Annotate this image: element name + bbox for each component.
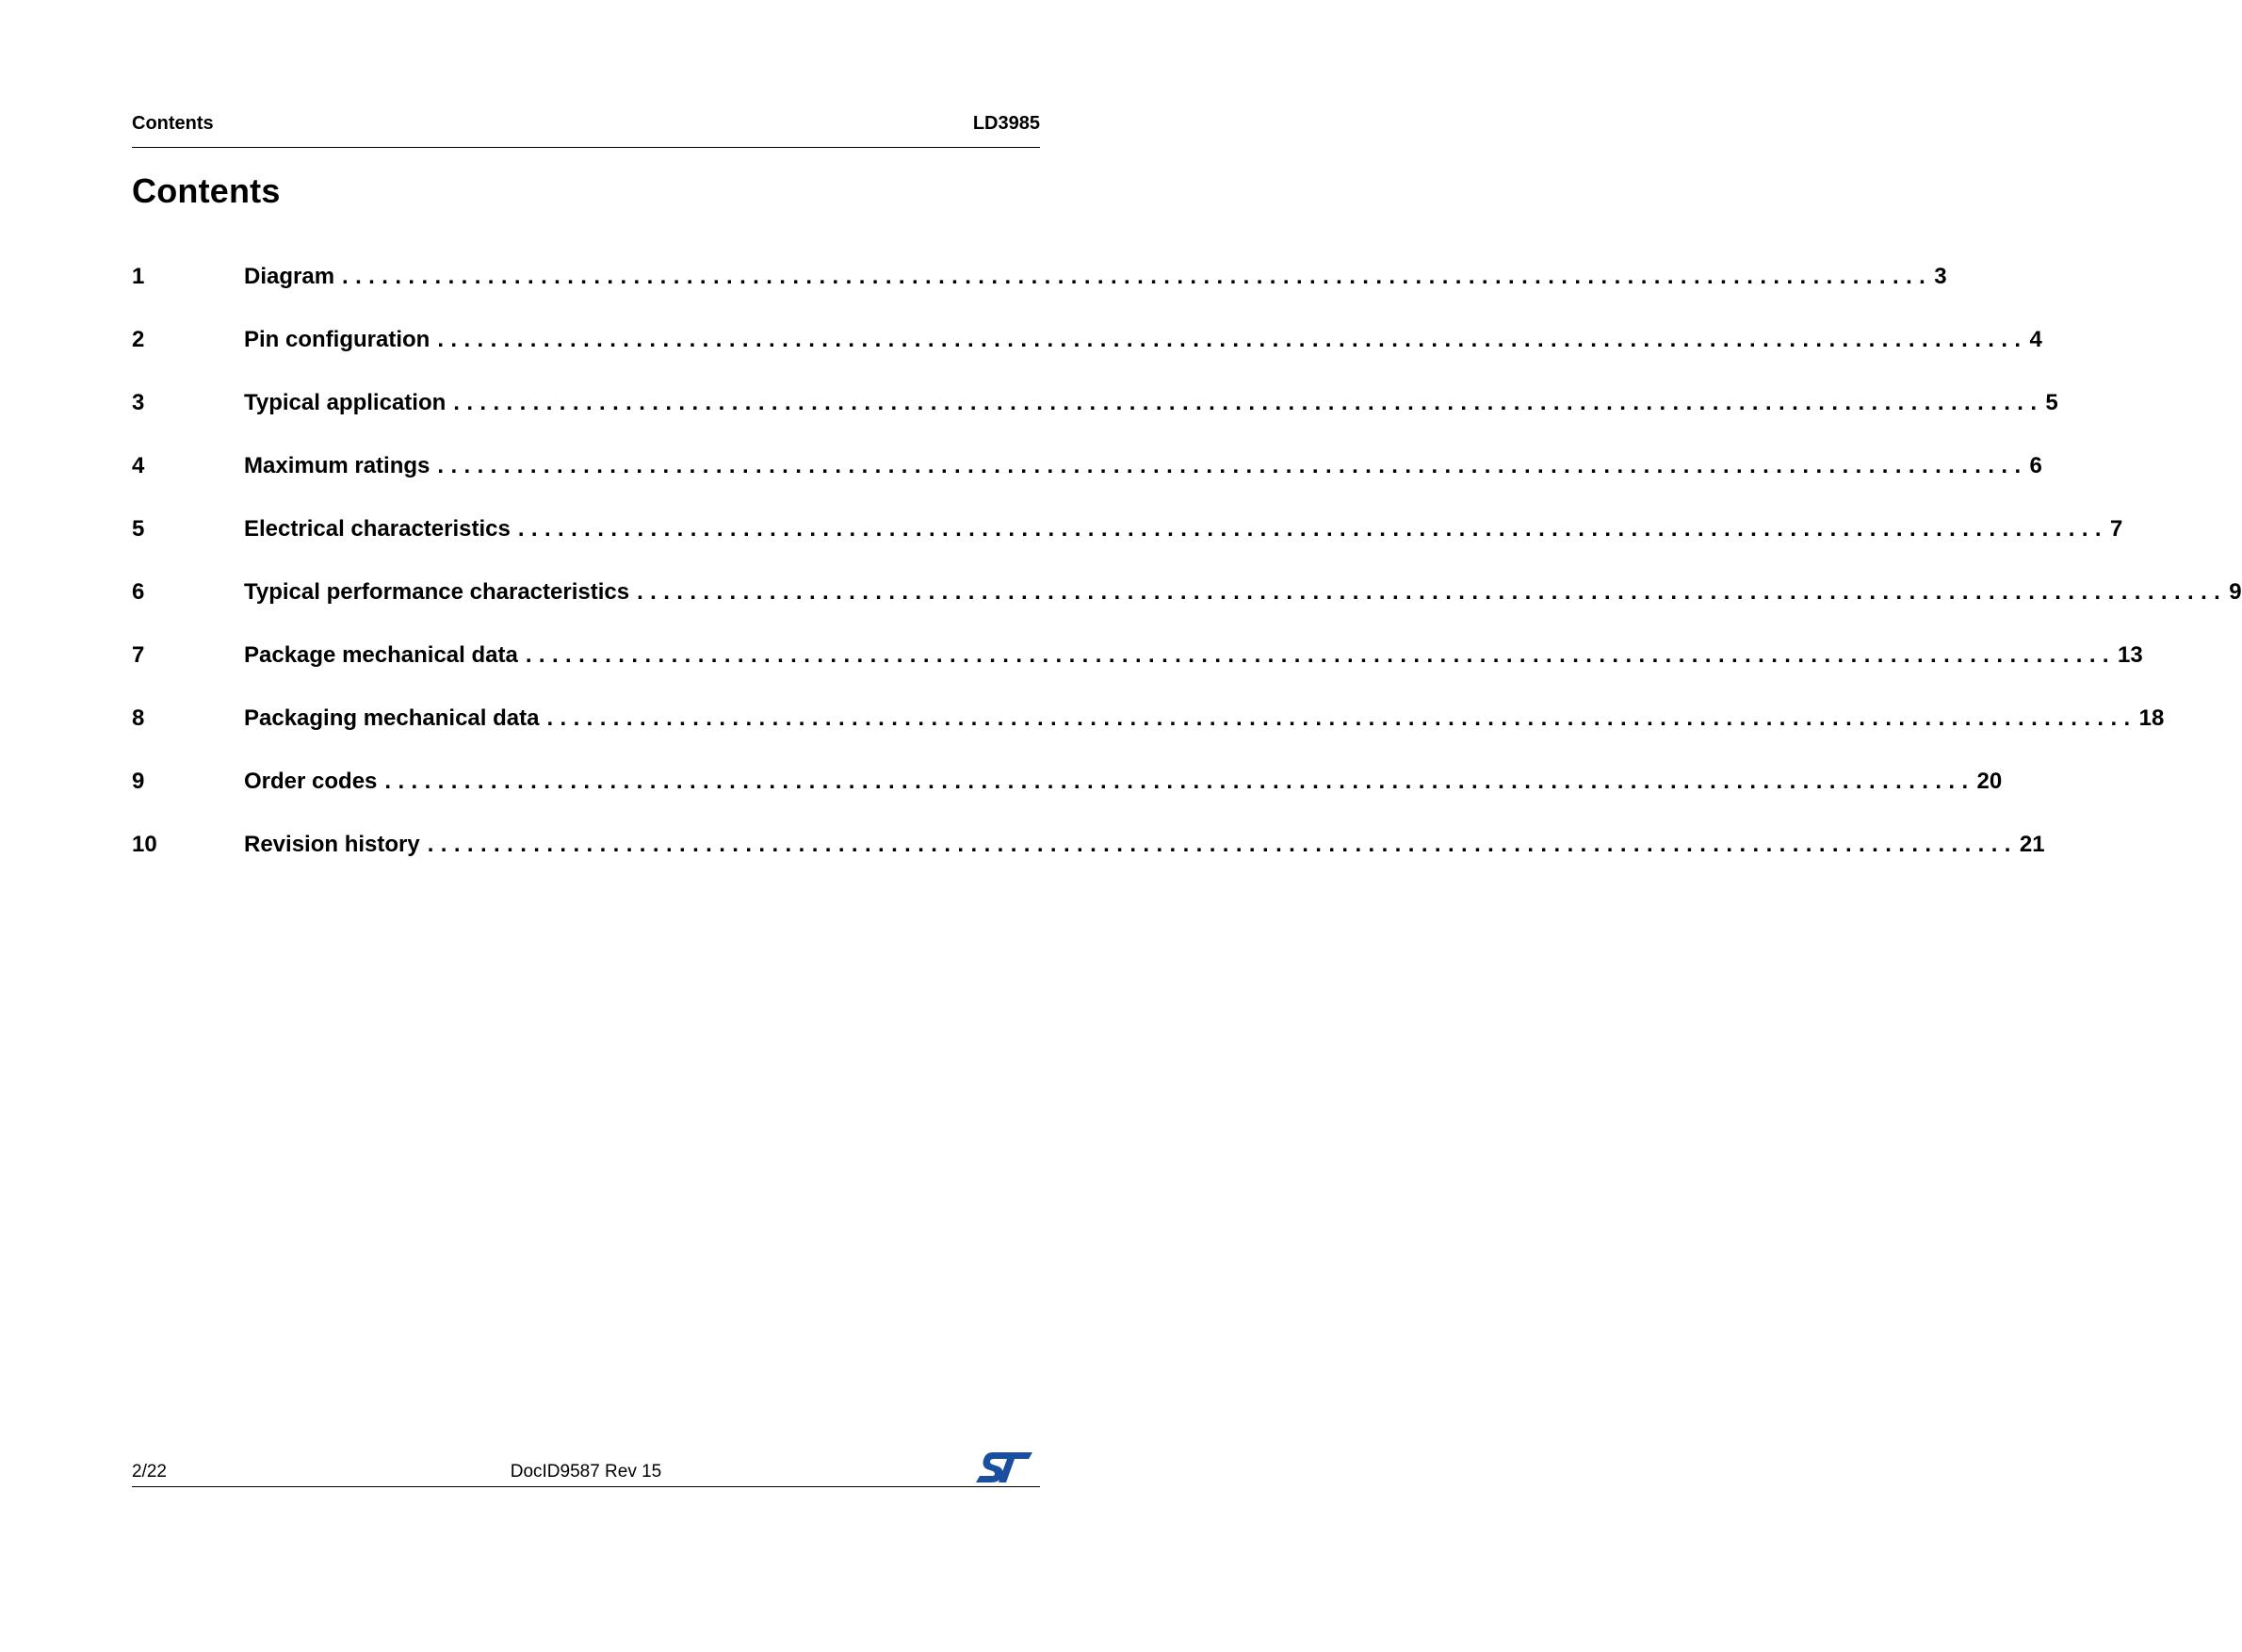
toc-entry-title[interactable]: Diagram xyxy=(244,264,335,289)
toc-entry-title[interactable]: Package mechanical data xyxy=(244,642,518,668)
toc-entry-number: 10 xyxy=(132,832,157,857)
toc-entry-body xyxy=(244,579,2242,606)
toc-entry-number: 2 xyxy=(132,327,145,352)
toc-entry-body xyxy=(244,453,2042,479)
toc-entry-title[interactable]: Electrical characteristics xyxy=(244,516,511,542)
doc-id: DocID9587 Rev 15 xyxy=(510,1462,662,1482)
toc-leader-dots: ........................................................................................................................ xyxy=(517,516,2108,542)
toc-entry-title[interactable]: Maximum ratings xyxy=(244,453,431,478)
toc-entry-number: 3 xyxy=(132,390,145,415)
toc-entry-title[interactable]: Typical performance characteristics xyxy=(244,579,630,605)
toc-entry[interactable] xyxy=(132,386,2058,449)
header-section: Contents xyxy=(132,113,214,134)
toc-entry-number: 6 xyxy=(132,579,145,605)
toc-entry-number: 7 xyxy=(132,642,145,668)
toc-entry-title[interactable]: Revision history xyxy=(244,832,420,857)
toc-leader-dots: ........................................................................................................................ xyxy=(453,390,2044,415)
toc-entry[interactable] xyxy=(132,639,2143,702)
toc-entry-body xyxy=(244,327,2042,353)
toc-leader-dots: ........................................................................................................................ xyxy=(637,579,2228,605)
toc-entry[interactable] xyxy=(132,575,2242,639)
toc-entry-body xyxy=(244,390,2058,416)
toc-entry-page[interactable]: 9 xyxy=(2229,579,2242,605)
toc-entry-page[interactable]: 13 xyxy=(2117,642,2143,668)
toc-entry-body xyxy=(244,832,2045,858)
page-header xyxy=(132,111,1040,148)
toc-leader-dots: ........................................................................................................................ xyxy=(384,769,1975,794)
toc-entry-number: 4 xyxy=(132,453,145,478)
toc-leader-dots: ........................................................................................................................ xyxy=(437,327,2028,352)
toc-entry-page[interactable]: 7 xyxy=(2110,516,2123,542)
toc-entry-title[interactable]: Packaging mechanical data xyxy=(244,705,540,731)
toc-entry-page[interactable]: 6 xyxy=(2029,453,2042,478)
toc-entry-body xyxy=(244,264,1947,290)
toc-entry-body xyxy=(244,642,2143,669)
toc-leader-dots: ........................................................................................................................ xyxy=(342,264,1933,289)
toc-entry[interactable] xyxy=(132,512,2123,575)
st-logo-icon xyxy=(976,1450,1034,1484)
toc-entry[interactable] xyxy=(132,260,1947,323)
page-title: Contents xyxy=(132,171,281,210)
toc-entry-body xyxy=(244,516,2123,543)
toc-entry[interactable] xyxy=(132,765,2003,828)
toc-leader-dots: ........................................................................................................................ xyxy=(546,705,2137,731)
toc-entry[interactable] xyxy=(132,702,2165,765)
page-indicator: 2/22 xyxy=(132,1462,167,1482)
toc-entry[interactable] xyxy=(132,828,2045,891)
toc-entry-title[interactable]: Order codes xyxy=(244,769,378,794)
toc-entry-body xyxy=(244,769,2003,795)
toc-entry-number: 5 xyxy=(132,516,145,542)
toc-entry-page[interactable]: 3 xyxy=(1934,264,1947,289)
toc-leader-dots: ........................................................................................................................ xyxy=(437,453,2028,478)
toc-entry-page[interactable]: 21 xyxy=(2019,832,2045,857)
toc-entry-page[interactable]: 4 xyxy=(2029,327,2042,352)
toc-entry-page[interactable]: 18 xyxy=(2138,705,2165,731)
toc-entry[interactable] xyxy=(132,323,2042,386)
toc-entry-title[interactable]: Typical application xyxy=(244,390,447,415)
toc-leader-dots: ........................................................................................................................ xyxy=(525,642,2116,668)
toc-entry-page[interactable]: 20 xyxy=(1976,769,2003,794)
toc-entry-number: 9 xyxy=(132,769,145,794)
table-of-contents xyxy=(132,260,2242,891)
toc-entry[interactable] xyxy=(132,449,2042,512)
header-product: LD3985 xyxy=(972,113,1040,134)
toc-entry-title[interactable]: Pin configuration xyxy=(244,327,431,352)
toc-entry-number: 1 xyxy=(132,264,145,289)
toc-entry-number: 8 xyxy=(132,705,145,731)
toc-leader-dots: ........................................................................................................................ xyxy=(427,832,2018,857)
toc-entry-body xyxy=(244,705,2165,732)
page-footer xyxy=(132,1450,1040,1487)
toc-entry-page[interactable]: 5 xyxy=(2045,390,2058,415)
